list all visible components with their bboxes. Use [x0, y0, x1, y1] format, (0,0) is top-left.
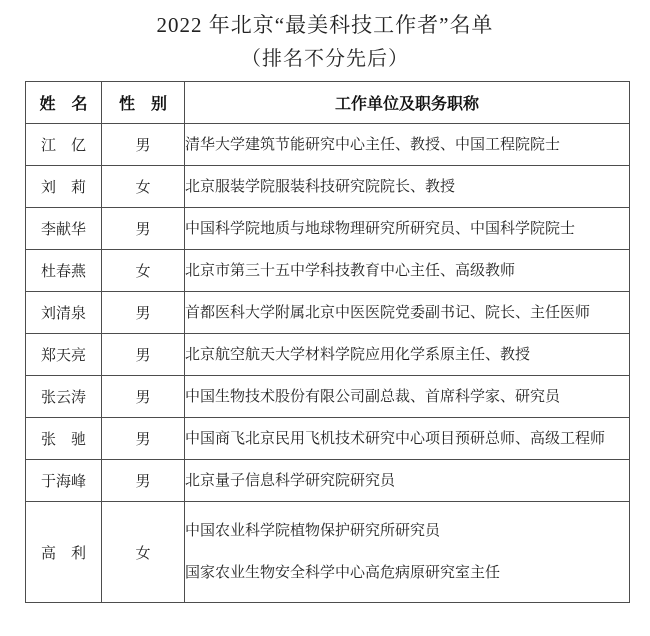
work-cell — [185, 166, 630, 208]
work-cell — [185, 292, 630, 334]
table-row — [26, 250, 630, 292]
column-header-work: 工作单位及职务职称 — [185, 82, 630, 124]
page-title: 2022 年北京“最美科技工作者”名单 — [156, 13, 494, 37]
name-cell: 郑天亮 — [26, 334, 102, 376]
table-row — [26, 124, 630, 166]
name-cell: 张 驰 — [26, 418, 102, 460]
work-cell — [185, 208, 630, 250]
work-line: 北京航空航天大学材料学院应用化学系原主任、教授 — [185, 345, 531, 363]
work-line: 中国科学院地质与地球物理研究所研究员、中国科学院院士 — [185, 219, 576, 237]
work-line: 中国生物技术股份有限公司副总裁、首席科学家、研究员 — [185, 387, 561, 405]
work-line: 北京市第三十五中学科技教育中心主任、高级教师 — [185, 261, 516, 279]
work-cell — [185, 334, 630, 376]
table-row — [26, 292, 630, 334]
page-subtitle: （排名不分先后） — [241, 48, 409, 70]
table-row — [26, 418, 630, 460]
gender-cell: 男 — [102, 208, 185, 250]
name-cell: 张云涛 — [26, 376, 102, 418]
name-cell: 江 亿 — [26, 124, 102, 166]
gender-cell: 女 — [102, 502, 185, 603]
gender-cell: 男 — [102, 124, 185, 166]
work-line: 中国商飞北京民用飞机技术研究中心项目预研总师、高级工程师 — [185, 429, 606, 447]
work-cell — [185, 376, 630, 418]
work-cell — [185, 460, 630, 502]
work-cell — [185, 250, 630, 292]
gender-cell: 男 — [102, 460, 185, 502]
gender-cell: 男 — [102, 292, 185, 334]
table-header-row — [26, 82, 630, 124]
table-row — [26, 502, 630, 603]
table-row — [26, 208, 630, 250]
name-cell: 于海峰 — [26, 460, 102, 502]
gender-cell: 男 — [102, 334, 185, 376]
awardees-table — [25, 81, 630, 603]
column-header-gender: 性 别 — [102, 82, 185, 124]
name-cell: 刘清泉 — [26, 292, 102, 334]
work-cell — [185, 502, 630, 603]
work-line: 北京服装学院服装科技研究院院长、教授 — [185, 177, 456, 195]
work-line: 北京量子信息科学研究院研究员 — [185, 471, 396, 489]
table-row — [26, 376, 630, 418]
work-line: 首都医科大学附属北京中医医院党委副书记、院长、主任医师 — [185, 303, 591, 321]
name-cell: 杜春燕 — [26, 250, 102, 292]
table-row — [26, 166, 630, 208]
name-cell: 高 利 — [26, 502, 102, 603]
name-cell: 李献华 — [26, 208, 102, 250]
work-line: 清华大学建筑节能研究中心主任、教授、中国工程院院士 — [185, 135, 561, 153]
work-line: 中国农业科学院植物保护研究所研究员 — [185, 522, 441, 539]
column-header-name: 姓 名 — [26, 82, 102, 124]
gender-cell: 男 — [102, 418, 185, 460]
gender-cell: 女 — [102, 250, 185, 292]
table-row — [26, 460, 630, 502]
table-row — [26, 334, 630, 376]
gender-cell: 女 — [102, 166, 185, 208]
work-cell — [185, 124, 630, 166]
work-line: 国家农业生物安全科学中心高危病原研究室主任 — [185, 564, 501, 581]
gender-cell: 男 — [102, 376, 185, 418]
work-cell — [185, 418, 630, 460]
name-cell: 刘 莉 — [26, 166, 102, 208]
